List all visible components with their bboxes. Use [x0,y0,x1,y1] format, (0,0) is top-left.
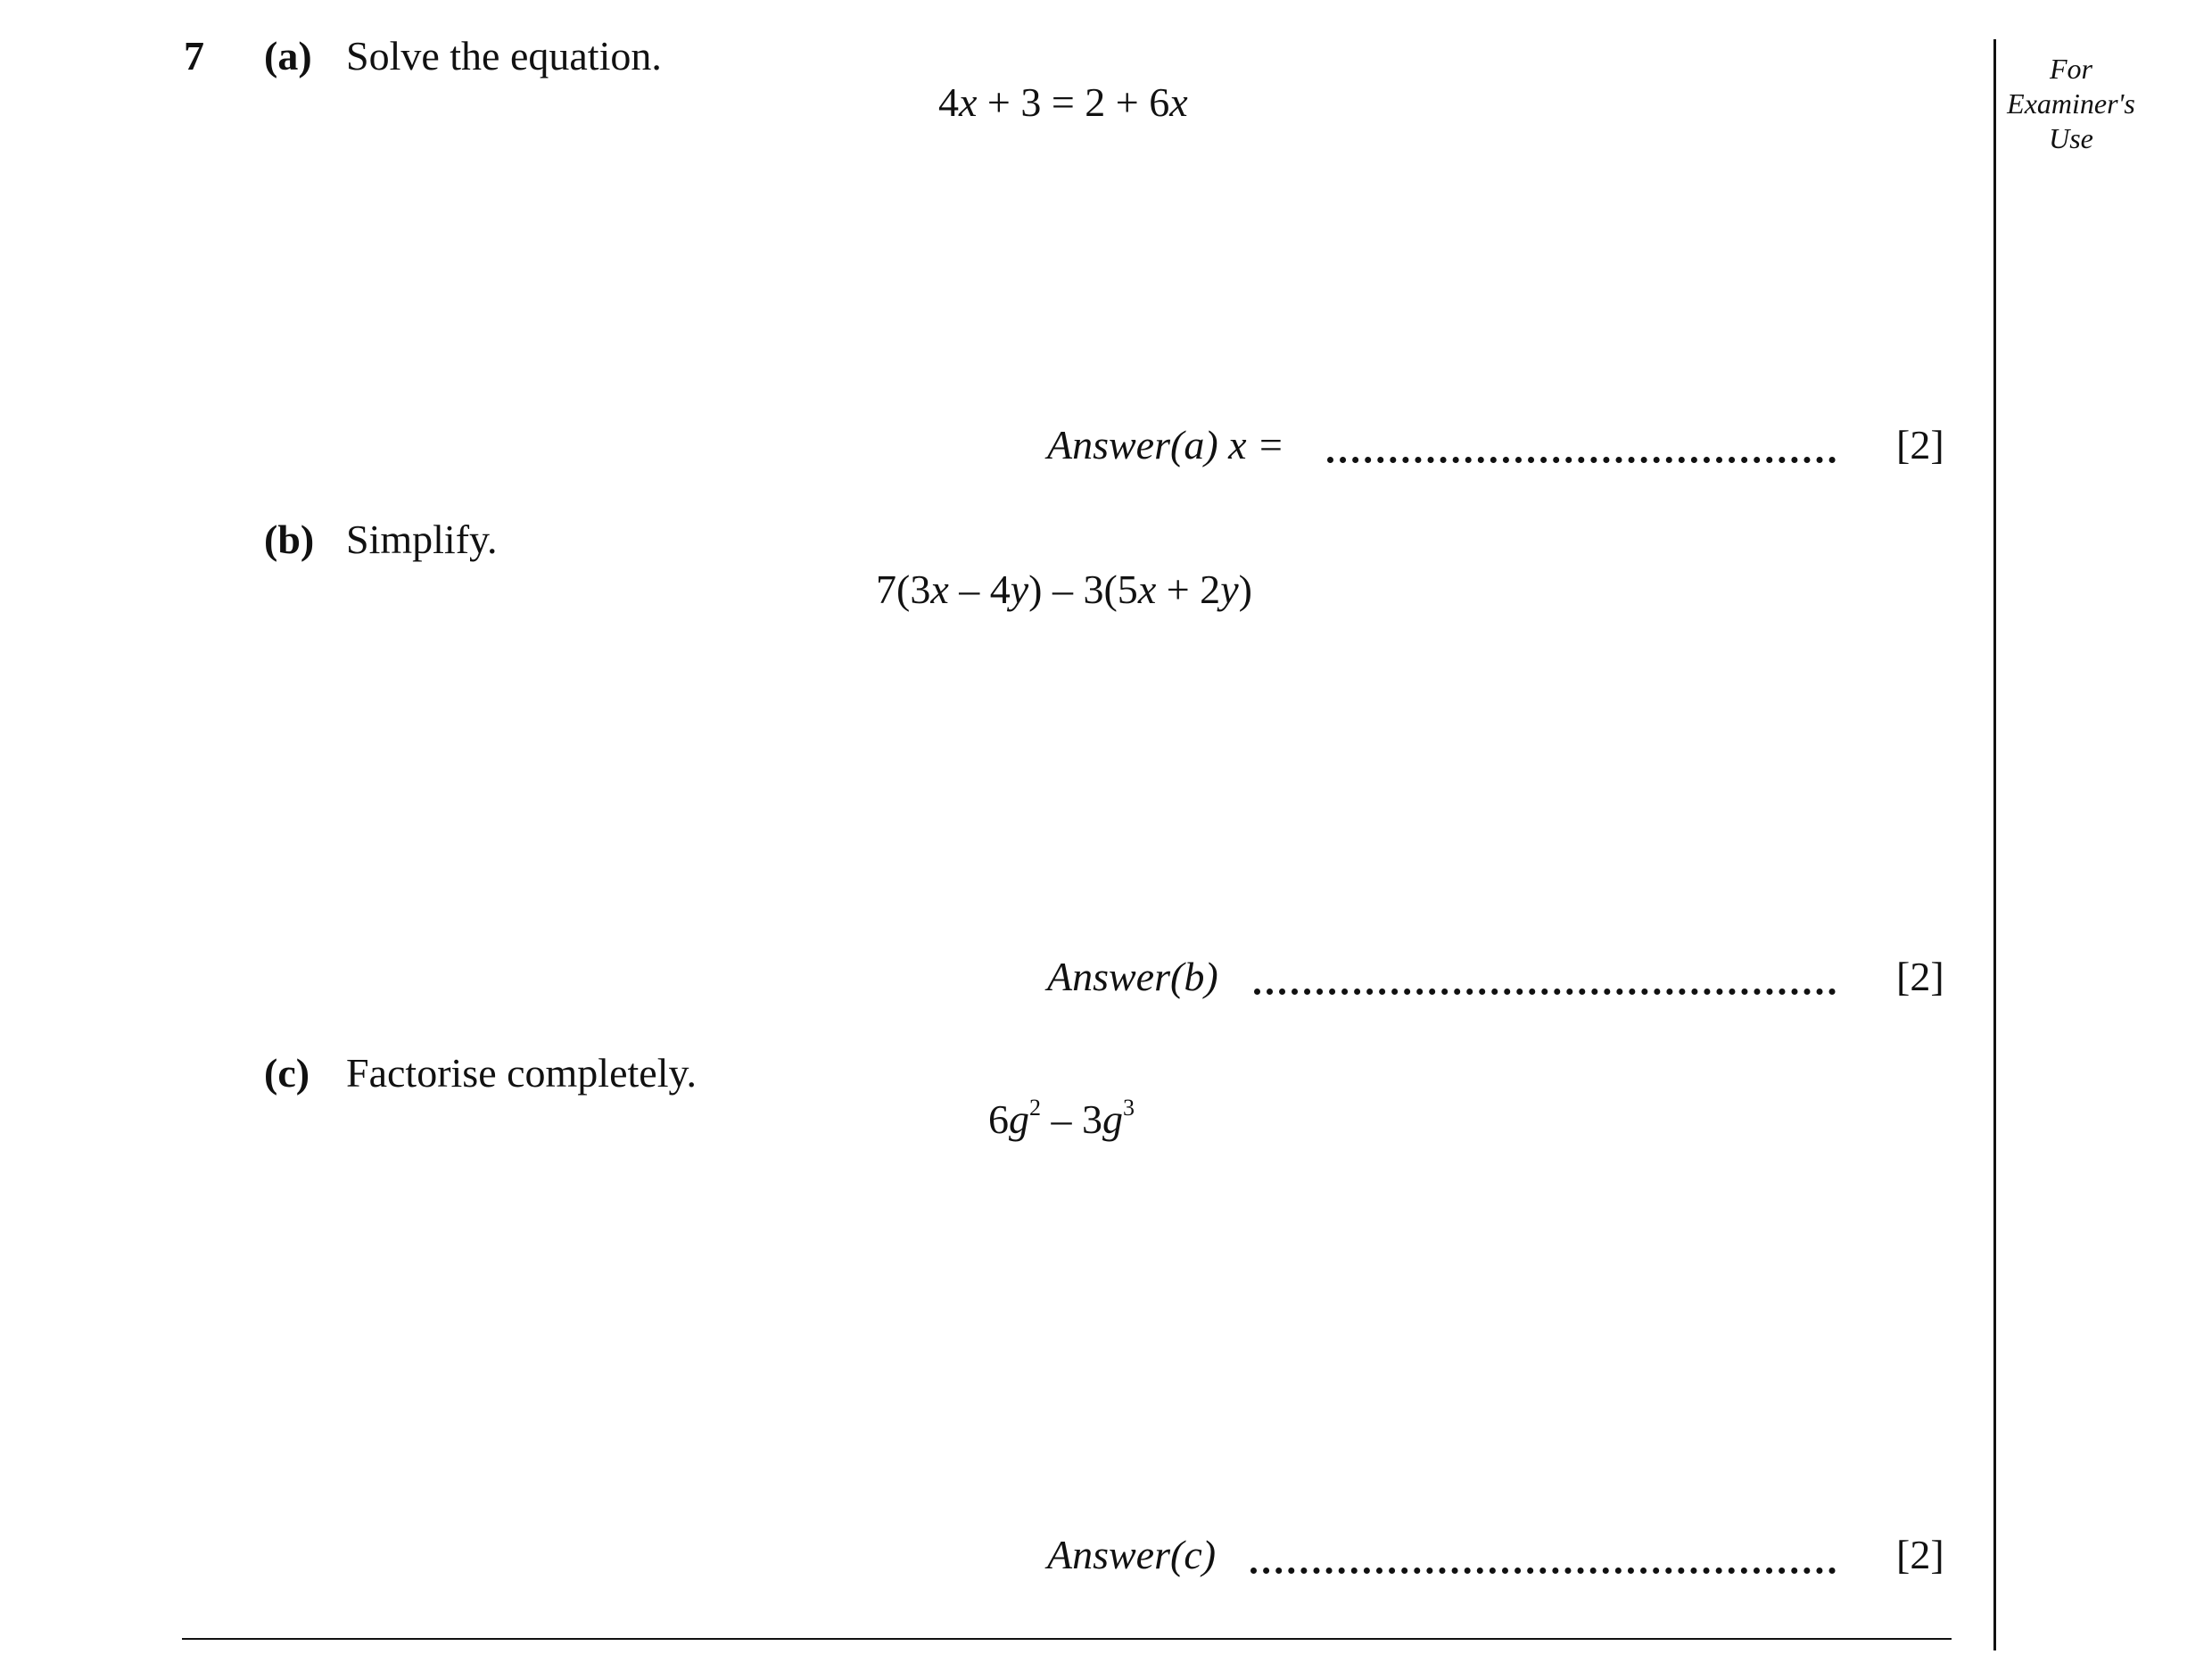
question-number: 7 [184,33,204,79]
marks-c: [2] [1896,1532,1944,1577]
part-a-instruction: Solve the equation. [346,33,662,79]
examiner-label-line-3: Use [2049,122,2093,154]
expression-b: 7(3x – 4y) – 3(5x + 2y) [876,567,1252,612]
answer-c-field[interactable] [1250,1568,1836,1574]
marks-a: [2] [1896,422,1944,467]
part-a-label: (a) [264,33,312,79]
examiner-label-line-2: Examiner's [2007,87,2135,120]
part-b-label: (b) [264,517,315,562]
part-c-label: (c) [264,1050,310,1096]
part-c-instruction: Factorise completely. [346,1050,697,1096]
equation-a: 4x + 3 = 2 + 6x [938,79,1188,125]
examiner-use-label [1991,52,2151,156]
bottom-rule [182,1638,1952,1640]
expression-c: $6g^2 - 3g^3$ [988,1095,1135,1142]
answer-a-field[interactable] [1327,457,1836,463]
examiner-label-line-1: For [2050,53,2092,85]
answer-a-label: Answer(a) x = [1047,422,1285,467]
part-b-instruction: Simplify. [346,517,498,562]
examiner-margin-divider [1993,39,1996,1650]
answer-b-field[interactable] [1254,989,1836,995]
marks-b: [2] [1896,954,1944,999]
answer-c-label: Answer(c) [1047,1532,1217,1577]
answer-b-label: Answer(b) [1047,954,1218,999]
